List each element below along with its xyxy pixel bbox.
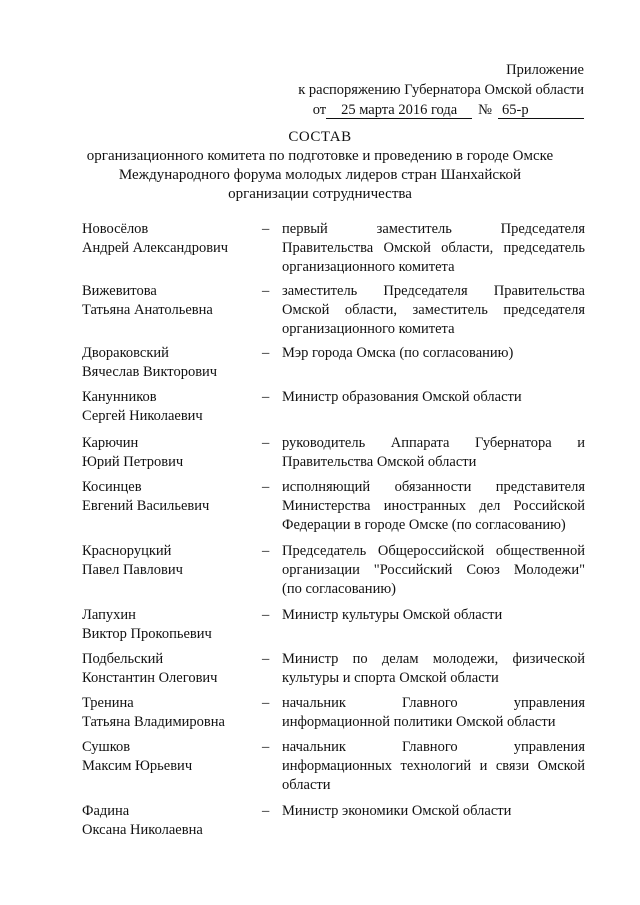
member-given-names: Павел Павлович — [82, 562, 183, 578]
member-given-names: Максим Юрьевич — [82, 758, 193, 774]
member-surname: Сушков — [82, 739, 131, 755]
member-surname: Тренина — [82, 695, 134, 711]
member-given-names: Сергей Николаевич — [82, 408, 203, 424]
member-role-line: Министр культуры Омской области — [282, 607, 503, 623]
member-role-line: начальник Главного управления — [282, 739, 585, 755]
member-dash: – — [262, 651, 270, 667]
title-line-1: организационного комитета по подготовке и проведению в городе Омске — [86, 148, 554, 164]
member-given-names: Евгений Васильевич — [82, 498, 210, 514]
member-name — [82, 606, 252, 644]
member-dash: – — [262, 435, 270, 451]
member-given-names: Константин Олегович — [82, 670, 218, 686]
appendix-reference: к распоряжению Губернатора Омской области — [298, 82, 584, 98]
member-role — [282, 802, 585, 821]
member-dash: – — [262, 803, 270, 819]
member-name — [82, 282, 252, 320]
member-name — [82, 694, 252, 732]
member-dash: – — [262, 543, 270, 559]
member-dash: – — [262, 479, 270, 495]
member-name — [82, 344, 252, 382]
member-dash: – — [262, 221, 270, 237]
member-role-line: организации "Российский Союз Молодежи" — [282, 562, 585, 578]
title-line-2: Международного форума молодых лидеров стран Шанхайской — [118, 167, 522, 183]
member-role-line: Председатель Общероссийской общественной — [282, 543, 585, 559]
order-date: 25 марта 2016 года — [326, 102, 472, 119]
member-name — [82, 650, 252, 688]
member-dash: – — [262, 607, 270, 623]
member-role-line: руководитель Аппарата Губернатора и — [282, 435, 585, 451]
member-given-names: Татьяна Анатольевна — [82, 302, 213, 318]
member-role — [282, 606, 585, 625]
member-role-line: Правительства Омской области — [282, 454, 477, 470]
member-dash: – — [262, 389, 270, 405]
member-role-line: организационного комитета — [282, 321, 455, 337]
date-prefix: от — [312, 102, 327, 118]
member-given-names: Виктор Прокопьевич — [82, 626, 212, 642]
number-sign: № — [478, 102, 492, 118]
member-given-names: Вячеслав Викторович — [82, 364, 218, 380]
member-surname: Косинцев — [82, 479, 142, 495]
title-line-3: организации сотрудничества — [228, 186, 412, 202]
member-role — [282, 344, 585, 363]
document-title — [0, 128, 640, 204]
title-heading: СОСТАВ — [288, 129, 352, 145]
member-surname: Карючин — [82, 435, 139, 451]
member-role-line: культуры и спорта Омской области — [282, 670, 499, 686]
member-role-line: заместитель Председателя Правительства — [282, 283, 585, 299]
member-dash: – — [262, 283, 270, 299]
member-surname: Подбельский — [82, 651, 164, 667]
member-given-names: Юрий Петрович — [82, 454, 184, 470]
member-role-line: Правительства Омской области, председатель — [282, 240, 585, 256]
member-name — [82, 542, 252, 580]
member-role-line: информационной политики Омской области — [282, 714, 556, 730]
member-role — [282, 542, 585, 599]
member-role-line: организационного комитета — [282, 259, 455, 275]
member-role-line: Омской области, заместитель председателя — [282, 302, 585, 318]
member-name — [82, 738, 252, 776]
member-role-line: информационных технологий и связи Омской — [282, 758, 585, 774]
member-surname: Лапухин — [82, 607, 136, 623]
member-given-names: Андрей Александрович — [82, 240, 229, 256]
member-role — [282, 478, 585, 535]
member-role-line: Министр экономики Омской области — [282, 803, 512, 819]
member-role-line: Министр по делам молодежи, физической — [282, 651, 585, 667]
member-role-line: области — [282, 777, 331, 793]
member-name — [82, 388, 252, 426]
member-surname: Канунников — [82, 389, 157, 405]
member-role-line: исполняющий обязанности представителя — [282, 479, 585, 495]
member-role-line: Министр образования Омской области — [282, 389, 522, 405]
member-role — [282, 282, 585, 339]
member-surname: Двораковский — [82, 345, 169, 361]
appendix-header — [298, 60, 584, 120]
member-role-line: первый заместитель Председателя — [282, 221, 585, 237]
member-role-line: Мэр города Омска (по согласованию) — [282, 345, 514, 361]
member-role-line: начальник Главного управления — [282, 695, 585, 711]
member-role — [282, 738, 585, 795]
member-role — [282, 434, 585, 472]
member-dash: – — [262, 695, 270, 711]
member-name — [82, 434, 252, 472]
member-surname: Красноруцкий — [82, 543, 172, 559]
member-role — [282, 388, 585, 407]
member-role — [282, 220, 585, 277]
member-role-line: (по согласованию) — [282, 581, 396, 597]
member-given-names: Оксана Николаевна — [82, 822, 203, 838]
member-given-names: Татьяна Владимировна — [82, 714, 225, 730]
member-role — [282, 650, 585, 688]
member-name — [82, 478, 252, 516]
appendix-date-number — [298, 100, 584, 120]
member-surname: Фадина — [82, 803, 130, 819]
appendix-label: Приложение — [506, 62, 584, 78]
member-dash: – — [262, 345, 270, 361]
member-role — [282, 694, 585, 732]
member-name — [82, 802, 252, 840]
member-surname: Новосёлов — [82, 221, 149, 237]
member-surname: Вижевитова — [82, 283, 157, 299]
member-dash: – — [262, 739, 270, 755]
member-role-line: Министерства иностранных дел Российской — [282, 498, 585, 514]
member-role-line: Федерации в городе Омске (по согласованию) — [282, 517, 566, 533]
order-number: 65-р — [498, 102, 584, 119]
member-name — [82, 220, 252, 258]
